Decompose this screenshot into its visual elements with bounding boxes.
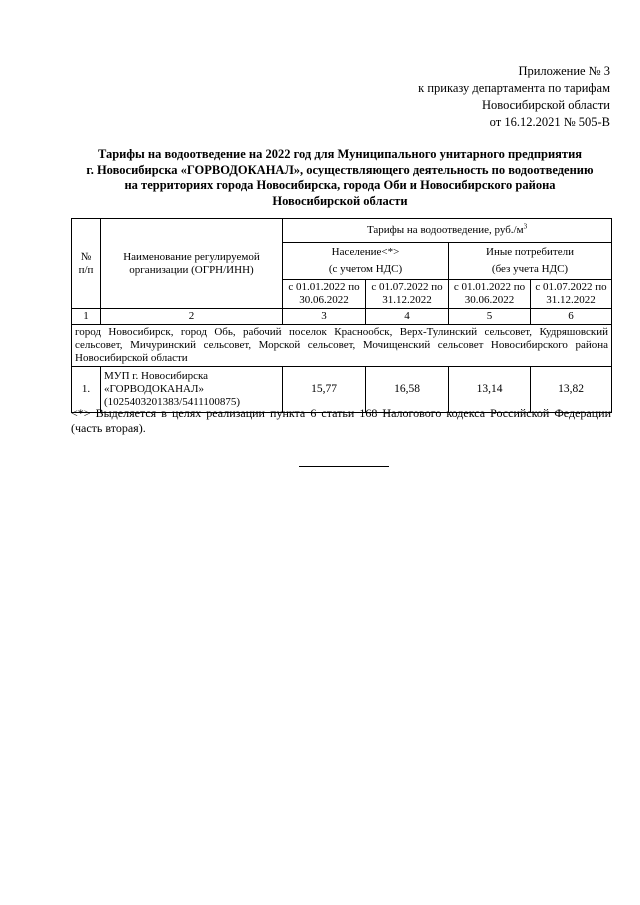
header-period-1: с 01.01.2022 по 30.06.2022	[283, 280, 366, 309]
territory-cell: город Новосибирск, город Обь, рабочий поселок Краснообск, Верх-Тулинский сельсовет, Кудряшовский сельсовет, Мичуринский сельсовет, Морской сельсовет, Мочищенский сельсовет Новосибирского района Новосибирской области	[72, 325, 612, 367]
column-number-3: 3	[283, 309, 366, 325]
value-others-h1: 13,14	[449, 367, 531, 413]
header-others-sub: (без учета НДС)	[491, 263, 569, 275]
title-line-2: г. Новосибирска «ГОРВОДОКАНАЛ», осуществляющего деятельность по водоотведению	[86, 162, 594, 177]
header-period-2: с 01.07.2022 по 31.12.2022	[366, 280, 449, 309]
title-line-1: Тарифы на водоотведение на 2022 год для Муниципального унитарного предприятия	[97, 147, 583, 161]
org-line-1: МУП г. Новосибирска	[104, 370, 209, 382]
column-number-row	[72, 309, 612, 325]
appendix-line-3: Новосибирской области	[481, 98, 610, 112]
header-population-label: Население<*>	[331, 246, 400, 258]
title-line-3: на территориях города Новосибирска, города Оби и Новосибирского района	[124, 178, 556, 192]
closing-line	[299, 466, 389, 467]
header-tariffs-text: Тарифы на водоотведение, руб./м	[366, 224, 524, 236]
value-population-h1: 15,77	[283, 367, 366, 413]
header-period-3: с 01.01.2022 по 30.06.2022	[449, 280, 531, 309]
column-number-6: 6	[531, 309, 612, 325]
row-num: 1.	[72, 367, 101, 413]
title-line-4: Новосибирской области	[272, 193, 408, 208]
value-others-h2: 13,82	[531, 367, 612, 413]
org-line-2: «ГОРВОДОКАНАЛ»	[104, 383, 204, 395]
value-population-h2: 16,58	[366, 367, 449, 413]
column-number-5: 5	[449, 309, 531, 325]
tariff-table	[71, 218, 612, 413]
appendix-line-1: Приложение № 3	[518, 64, 610, 78]
column-number-1: 1	[72, 309, 101, 325]
header-tariffs-sup: 3	[523, 222, 528, 231]
header-num: № п/п	[72, 219, 101, 309]
header-organization: Наименование регулируемой организации (ОГРН/ИНН)	[101, 219, 283, 309]
appendix-line-2: к приказу департамента по тарифам	[418, 81, 610, 95]
header-population-sub: (с учетом НДС)	[328, 263, 403, 275]
header-others-label: Иные потребители	[486, 246, 574, 258]
territory-row	[72, 325, 612, 367]
org-line-3: (1025403201383/5411100875)	[104, 396, 241, 408]
header-row-1	[72, 219, 612, 243]
appendix-block	[418, 63, 610, 131]
document-title	[70, 147, 610, 209]
appendix-line-4: от 16.12.2021 № 505-В	[489, 115, 610, 129]
column-number-2: 2	[101, 309, 283, 325]
footnote: <*> Выделяется в целях реализации пункта 6 статьи 168 Налогового кодекса Российской Федерации (часть вторая).	[71, 406, 611, 435]
header-period-4: с 01.07.2022 по 31.12.2022	[531, 280, 612, 309]
header-tariffs	[283, 219, 612, 243]
header-others	[449, 243, 612, 280]
column-number-4: 4	[366, 309, 449, 325]
header-population	[283, 243, 449, 280]
